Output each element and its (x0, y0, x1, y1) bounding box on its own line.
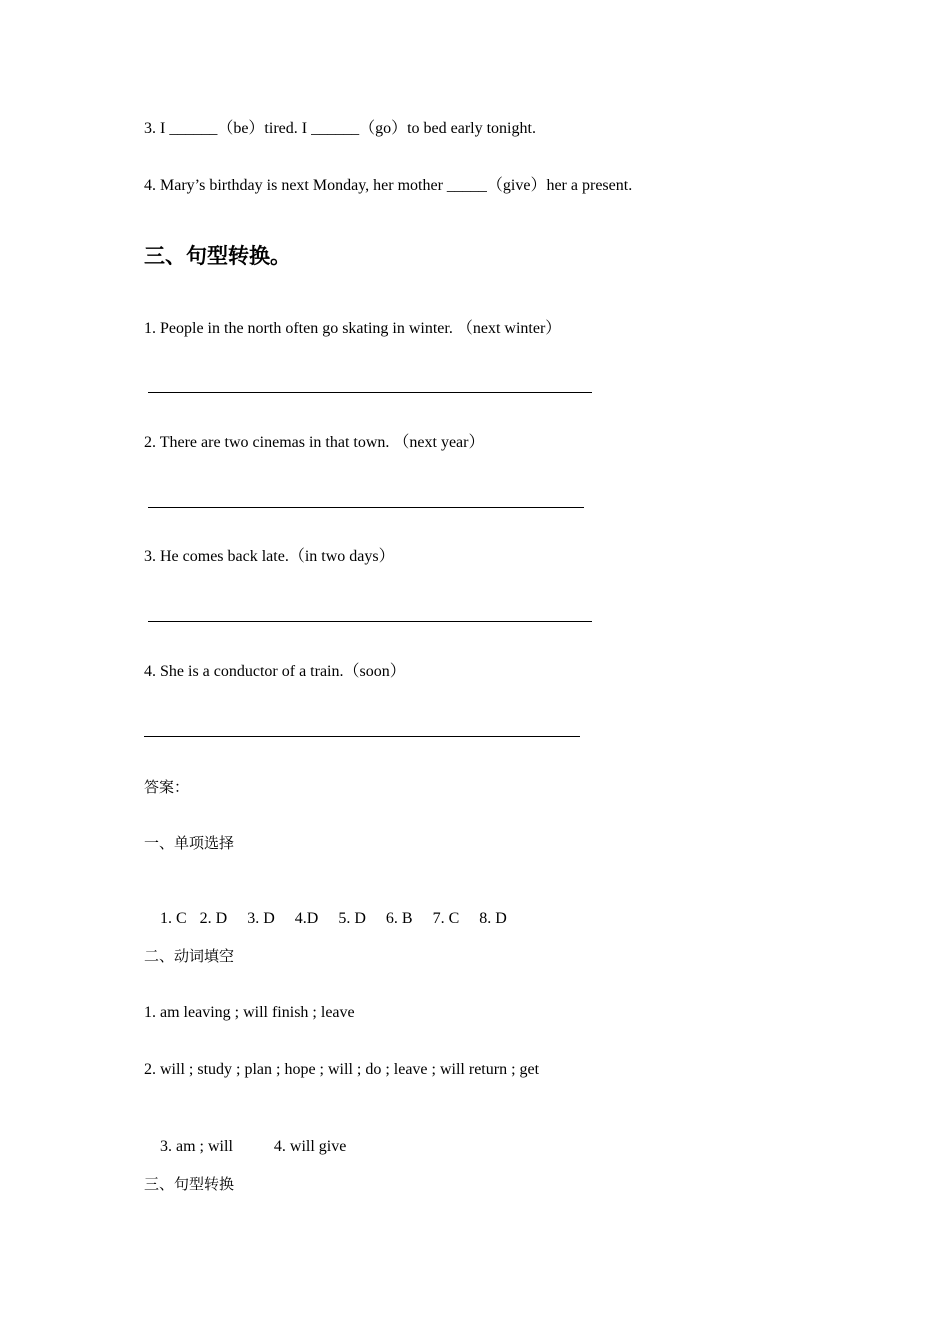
section-3-heading: 三、句型转换。 (144, 244, 291, 268)
transform-item-1: 1. People in the north often go skating in winter. （next winter） (144, 320, 562, 337)
transform-item-2: 2. There are two cinemas in that town. （next year） (144, 434, 485, 451)
answers-part-2-item-3: 3. am ; will (160, 1138, 233, 1155)
answers-part-2-item-1: 1. am leaving ; will finish ; leave (144, 1004, 355, 1021)
answers-part-3-title: 三、句型转换 (144, 1175, 235, 1193)
answers-part-2-item-2: 2. will ; study ; plan ; hope ; will ; do ; leave ; will return ; get (144, 1061, 540, 1078)
transform-item-4: 4. She is a conductor of a train.（soon） (144, 663, 406, 680)
answer-blank-line-4 (144, 736, 580, 737)
answer-3: 3. D (247, 910, 275, 927)
answer-8: 8. D (479, 910, 507, 927)
answer-blank-line-2 (148, 507, 584, 508)
answer-blank-line-3 (148, 621, 592, 622)
answer-7: 7. C (432, 910, 460, 927)
answer-4: 4.D (294, 910, 319, 927)
answers-part-2-item-4: 4. will give (273, 1138, 347, 1155)
answer-6: 6. B (385, 910, 413, 927)
fill-blank-item-3: 3. I ______（be）tired. I ______（go）to bed early tonight. (144, 120, 536, 137)
answer-2: 2. D (199, 910, 228, 927)
answers-part-2-items-3-4 (144, 1117, 346, 1177)
transform-item-3: 3. He comes back late.（in two days） (144, 548, 395, 565)
answers-part-1-title: 一、单项选择 (144, 834, 235, 852)
answers-part-2-title: 二、动词填空 (144, 947, 235, 965)
answer-1: 1. C (160, 910, 187, 927)
answers-label: 答案： (144, 778, 190, 796)
fill-blank-item-4: 4. Mary’s birthday is next Monday, her mother _____（give）her a present. (144, 177, 633, 194)
answer-5: 5. D (338, 910, 366, 927)
answers-part-1-list (144, 889, 507, 949)
answer-blank-line-1 (148, 392, 592, 393)
